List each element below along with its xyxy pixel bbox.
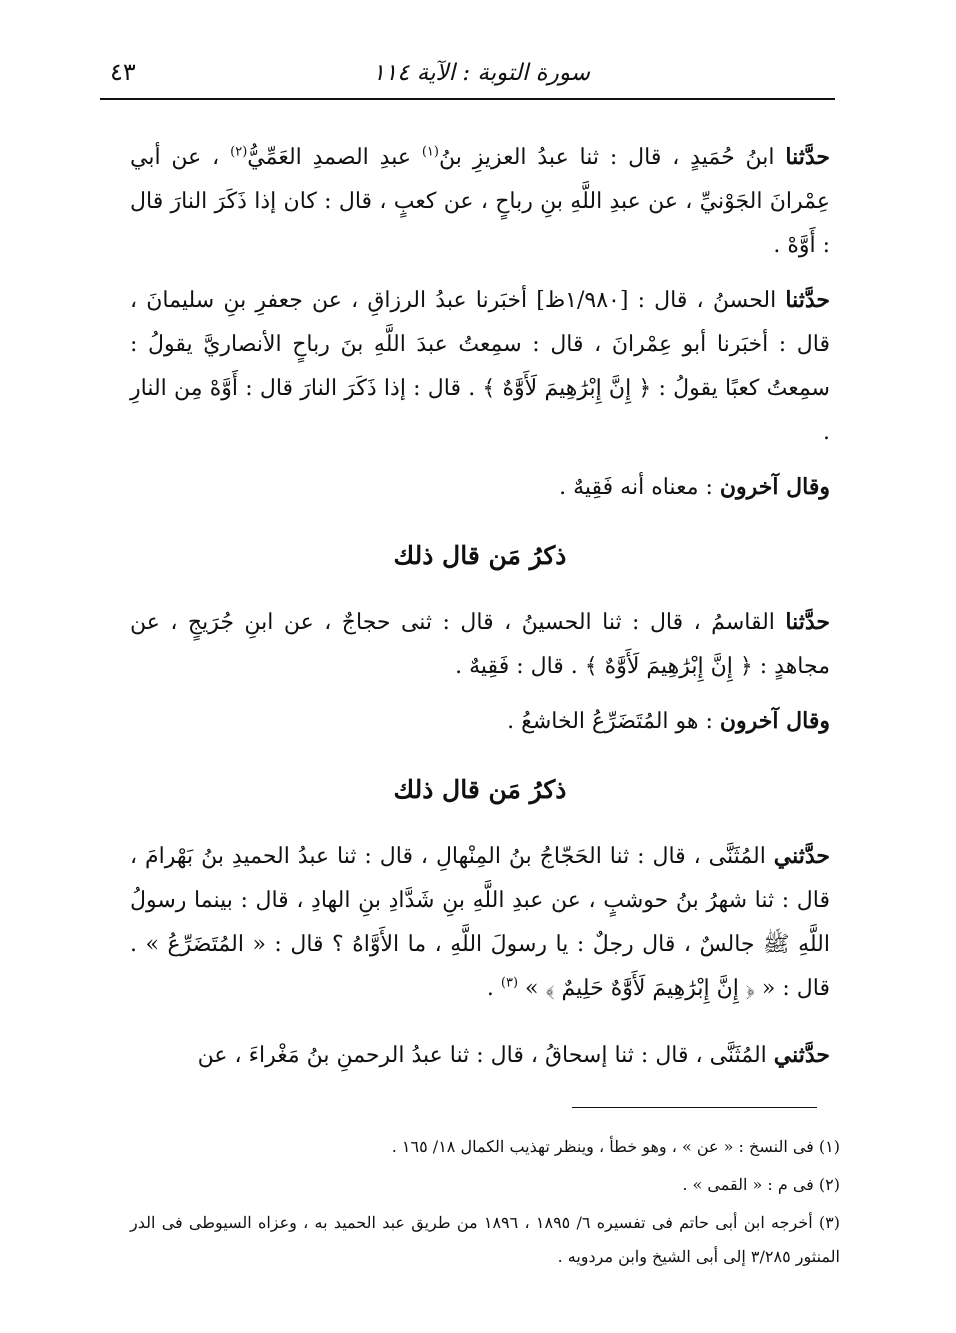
running-title: سورة التوبة : الآية ١١٤	[372, 60, 590, 86]
footnote-ref-1: (١)	[421, 144, 439, 160]
paragraph-lead: وقال آخرون	[719, 708, 830, 734]
page-header	[100, 52, 835, 100]
paragraph-text: القاسمُ ، قال : ثنا الحسينُ ، قال : ثنى حجاجٌ ، عن ابنِ جُرَيجٍ ، عن مجاهدٍ : ﴿ إِنَّ إِبْرَٰهِيمَ لَأَوَّٰهٌ ﴾ . قال : فَقِيهٌ .	[130, 610, 830, 679]
paragraph-4	[130, 600, 830, 689]
paragraph-text: ، عن أبي عِمْرانَ الجَوْنيِّ ، عن عبدِ اللَّهِ بنِ رباحٍ ، عن كعبٍ ، قال : كان إذا ذَكَرَ النارَ قال : أَوَّهْ .	[130, 145, 830, 258]
paragraph-text: .	[486, 976, 501, 1001]
paragraph-7	[130, 1033, 830, 1078]
footnote-1: (١) فى النسخ : « عن » ، وهو خطأ ، وينظر تهذيب الكمال ١٨/ ١٦٥ .	[391, 1137, 840, 1156]
paragraph-lead: حدَّثني	[773, 1042, 830, 1068]
paragraph-6	[130, 834, 830, 1011]
paragraph-text: : معناه أنه فَقِيهٌ .	[559, 475, 720, 500]
paragraph-text: الحسنُ ، قال : [١/٩٨٠ظ] أخبَرنا عبدُ الرزاقِ ، عن جعفرِ بنِ سليمانَ ، قال : أخبَرنا أبو عِمْرانَ ، قال : سمِعتُ عبدَ اللَّهِ بنَ رباحٍ الأنصاريَّ يقولُ : سمِعتُ كعبًا يقولُ : ﴿ إِنَّ إِبْرَٰهِيمَ لَأَوَّٰهٌ ﴾ . قال : إذا ذَكَرَ النارَ قال : أَوَّهْ مِن النارِ .	[130, 288, 830, 445]
main-text	[130, 135, 830, 1088]
section-heading-2: ذكرُ مَن قال ذلك	[393, 775, 567, 804]
footnote-2: (٢) فى م : « القمى » .	[682, 1175, 840, 1194]
paragraph-text: : هو المُتَضَرِّعُ الخاشعُ .	[507, 709, 720, 734]
page-number: ٤٣	[110, 58, 136, 86]
footnote-ref-2: (٢)	[230, 144, 248, 160]
paragraph-2	[130, 278, 830, 455]
paragraph-lead: حدَّثنا	[785, 287, 830, 313]
paragraph-text: عبدِ الصمدِ العَمِّيُّ	[247, 145, 422, 170]
paragraph-lead: وقال آخرون	[719, 474, 830, 500]
paragraph-3	[130, 465, 830, 510]
paragraph-text: المُثَنَّى ، قال : ثنا الحَجّاجُ بنُ المِنْهالِ ، قال : ثنا عبدُ الحميدِ بنُ بَهْرامَ ، قال : ثنا شهرُ بنُ حوشبٍ ، عن عبدِ اللَّهِ بنِ شَدَّادِ بنِ الهادِ ، قال : بينما رسولُ اللَّهِ ﷺ جالسٌ ، قال رجلٌ : يا رسولَ اللَّهِ ، ما الأَوَّاهُ ؟ قال : « المُتَضَرِّعُ » . قال : « ﴿ إِنَّ إِبْرَٰهِيمَ لَأَوَّٰهٌ حَلِيمٌ ﴾ »	[130, 844, 830, 1001]
footnotes	[130, 1130, 840, 1278]
footnote-3: (٣) أخرجه ابن أبى حاتم فى تفسيره ٦/ ١٨٩٥ ، ١٨٩٦ من طريق عبد الحميد به ، وعزاه السيوطى فى الدر المنثور ٣/٢٨٥ إلى أبى الشيخ وابن مردويه .	[130, 1213, 841, 1266]
paragraph-lead: حدَّثنا	[785, 144, 831, 170]
paragraph-1	[130, 135, 830, 268]
footnote-ref-3: (٣)	[500, 975, 519, 991]
paragraph-text: المُثَنَّى ، قال : ثنا إسحاقُ ، قال : ثنا عبدُ الرحمنِ بنُ مَغْراءَ ، عن	[197, 1043, 774, 1068]
section-heading-1: ذكرُ مَن قال ذلك	[393, 541, 567, 570]
footnote-divider	[572, 1107, 817, 1108]
paragraph-lead: حدَّثني	[773, 843, 830, 869]
paragraph-text: ابنُ حُمَيدٍ ، قال : ثنا عبدُ العزيزِ بنُ	[438, 145, 786, 170]
paragraph-lead: حدَّثنا	[785, 609, 830, 635]
paragraph-5	[130, 699, 830, 744]
